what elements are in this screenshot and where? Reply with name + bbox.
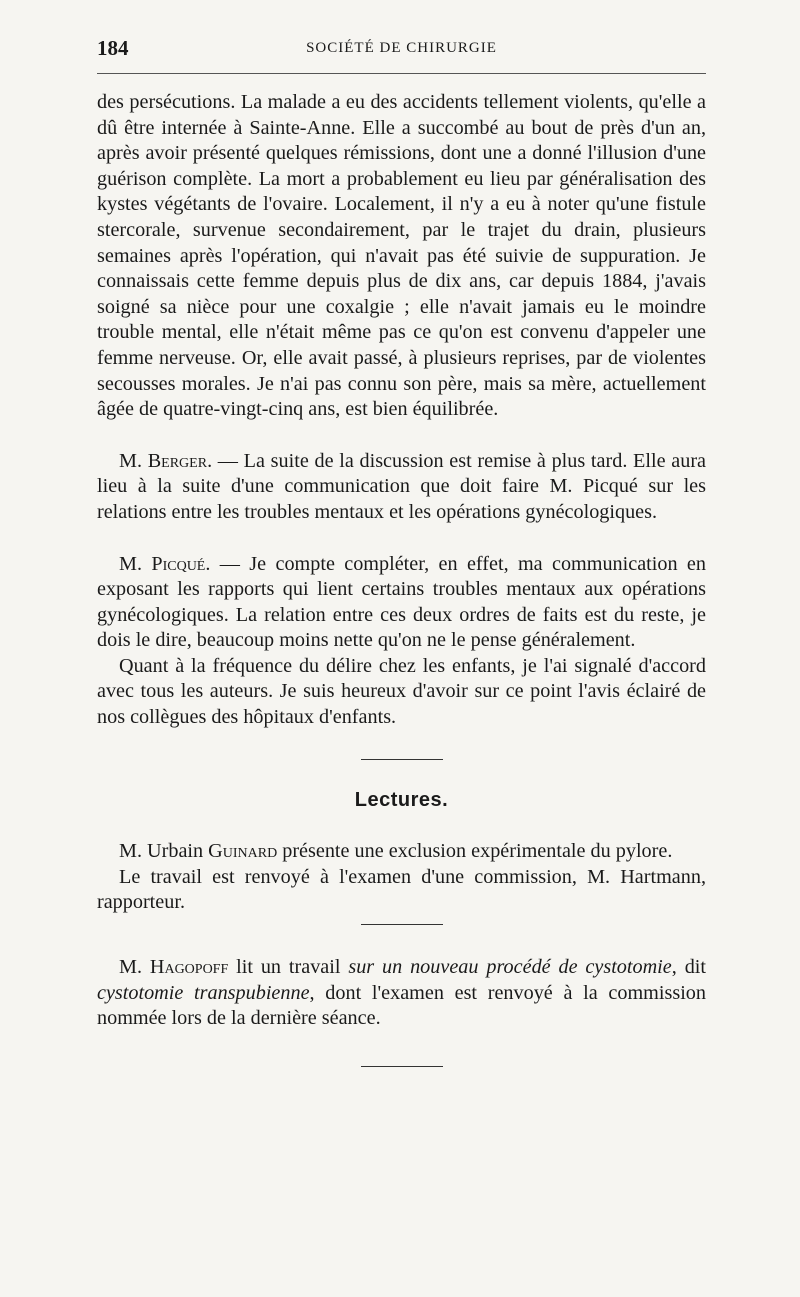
paragraph-berger: M. Berger. — La suite de la discussion est remise à plus tard. Elle aura lieu à la suite d'une communication que doit faire M. Picqué sur les relations entre les troubles mentaux et les opérations gynécologiques. <box>97 449 706 523</box>
page-header <box>97 36 706 66</box>
section-heading: Lectures. <box>354 788 449 811</box>
page-body <box>97 90 706 1067</box>
paragraph-continuation: des persécutions. La malade a eu des accidents tellement violents, qu'elle a dû être internée à Sainte-Anne. Elle a succombé au bout de près d'un an, après avoir présenté quelques rémissions, dont une a donné l'illusion d'une guérison complète. La mort a probablement eu lieu par généralisation des kystes végétants de l'ovaire. Localement, il n'y a eu à noter qu'une fistule stercorale, survenue secondairement, par le trajet du drain, plusieurs semaines après l'opération, qui n'avait pas été suivie de suppuration. Je connaissais cette femme depuis plus de dix ans, car depuis 1884, j'avais soigné sa nièce pour une coxalgie ; elle n'avait jamais eu le moindre trouble mental, elle n'était même pas ce qu'on est convenu d'appeler une femme nerveuse. Or, elle avait passé, à plusieurs reprises, par de violentes secousses morales. Je n'ai pas connu son père, mais sa mère, actuellement âgée de quatre-vingt-cinq ans, est bien équilibrée. <box>97 91 706 421</box>
paragraph-hagopoff: M. Hagopoff lit un travail sur un nouveau procédé de cystotomie, dit cystotomie transpubienne, dont l'examen est renvoyé à la commission nommée lors de la dernière séance. <box>97 956 706 1030</box>
header-rule <box>97 73 706 74</box>
paragraph-frequence: Quant à la fréquence du délire chez les enfants, je l'ai signalé d'accord avec tous les auteurs. Je suis heureux d'avoir sur ce point l'avis éclairé de nos collègues des hôpitaux d'enfants. <box>97 654 706 729</box>
author-name: Hagopoff <box>149 956 229 979</box>
paragraph-commission: Le travail est renvoyé à l'examen d'une commission, M. Hartmann, rapporteur. <box>97 865 706 914</box>
running-title: SOCIÉTÉ DE CHIRURGIE <box>306 40 497 56</box>
section-divider <box>361 1066 443 1067</box>
speaker-name: Picqué <box>151 552 206 575</box>
paragraph-guinard: M. Urbain Guinard présente une exclusion expérimentale du pylore. <box>119 840 673 863</box>
speaker-name: Berger <box>147 449 208 472</box>
author-name: Guinard <box>208 840 278 863</box>
paragraph-picque: M. Picqué. — Je compte compléter, en effet, ma communication en exposant les rapports qui lient certains troubles mentaux aux opérations gynécologiques. La relation entre ces deux ordres de faits est du reste, je dois le dire, beaucoup moins nette qu'on ne le pense généralement. <box>97 552 706 652</box>
page-number: 184 <box>97 36 129 60</box>
